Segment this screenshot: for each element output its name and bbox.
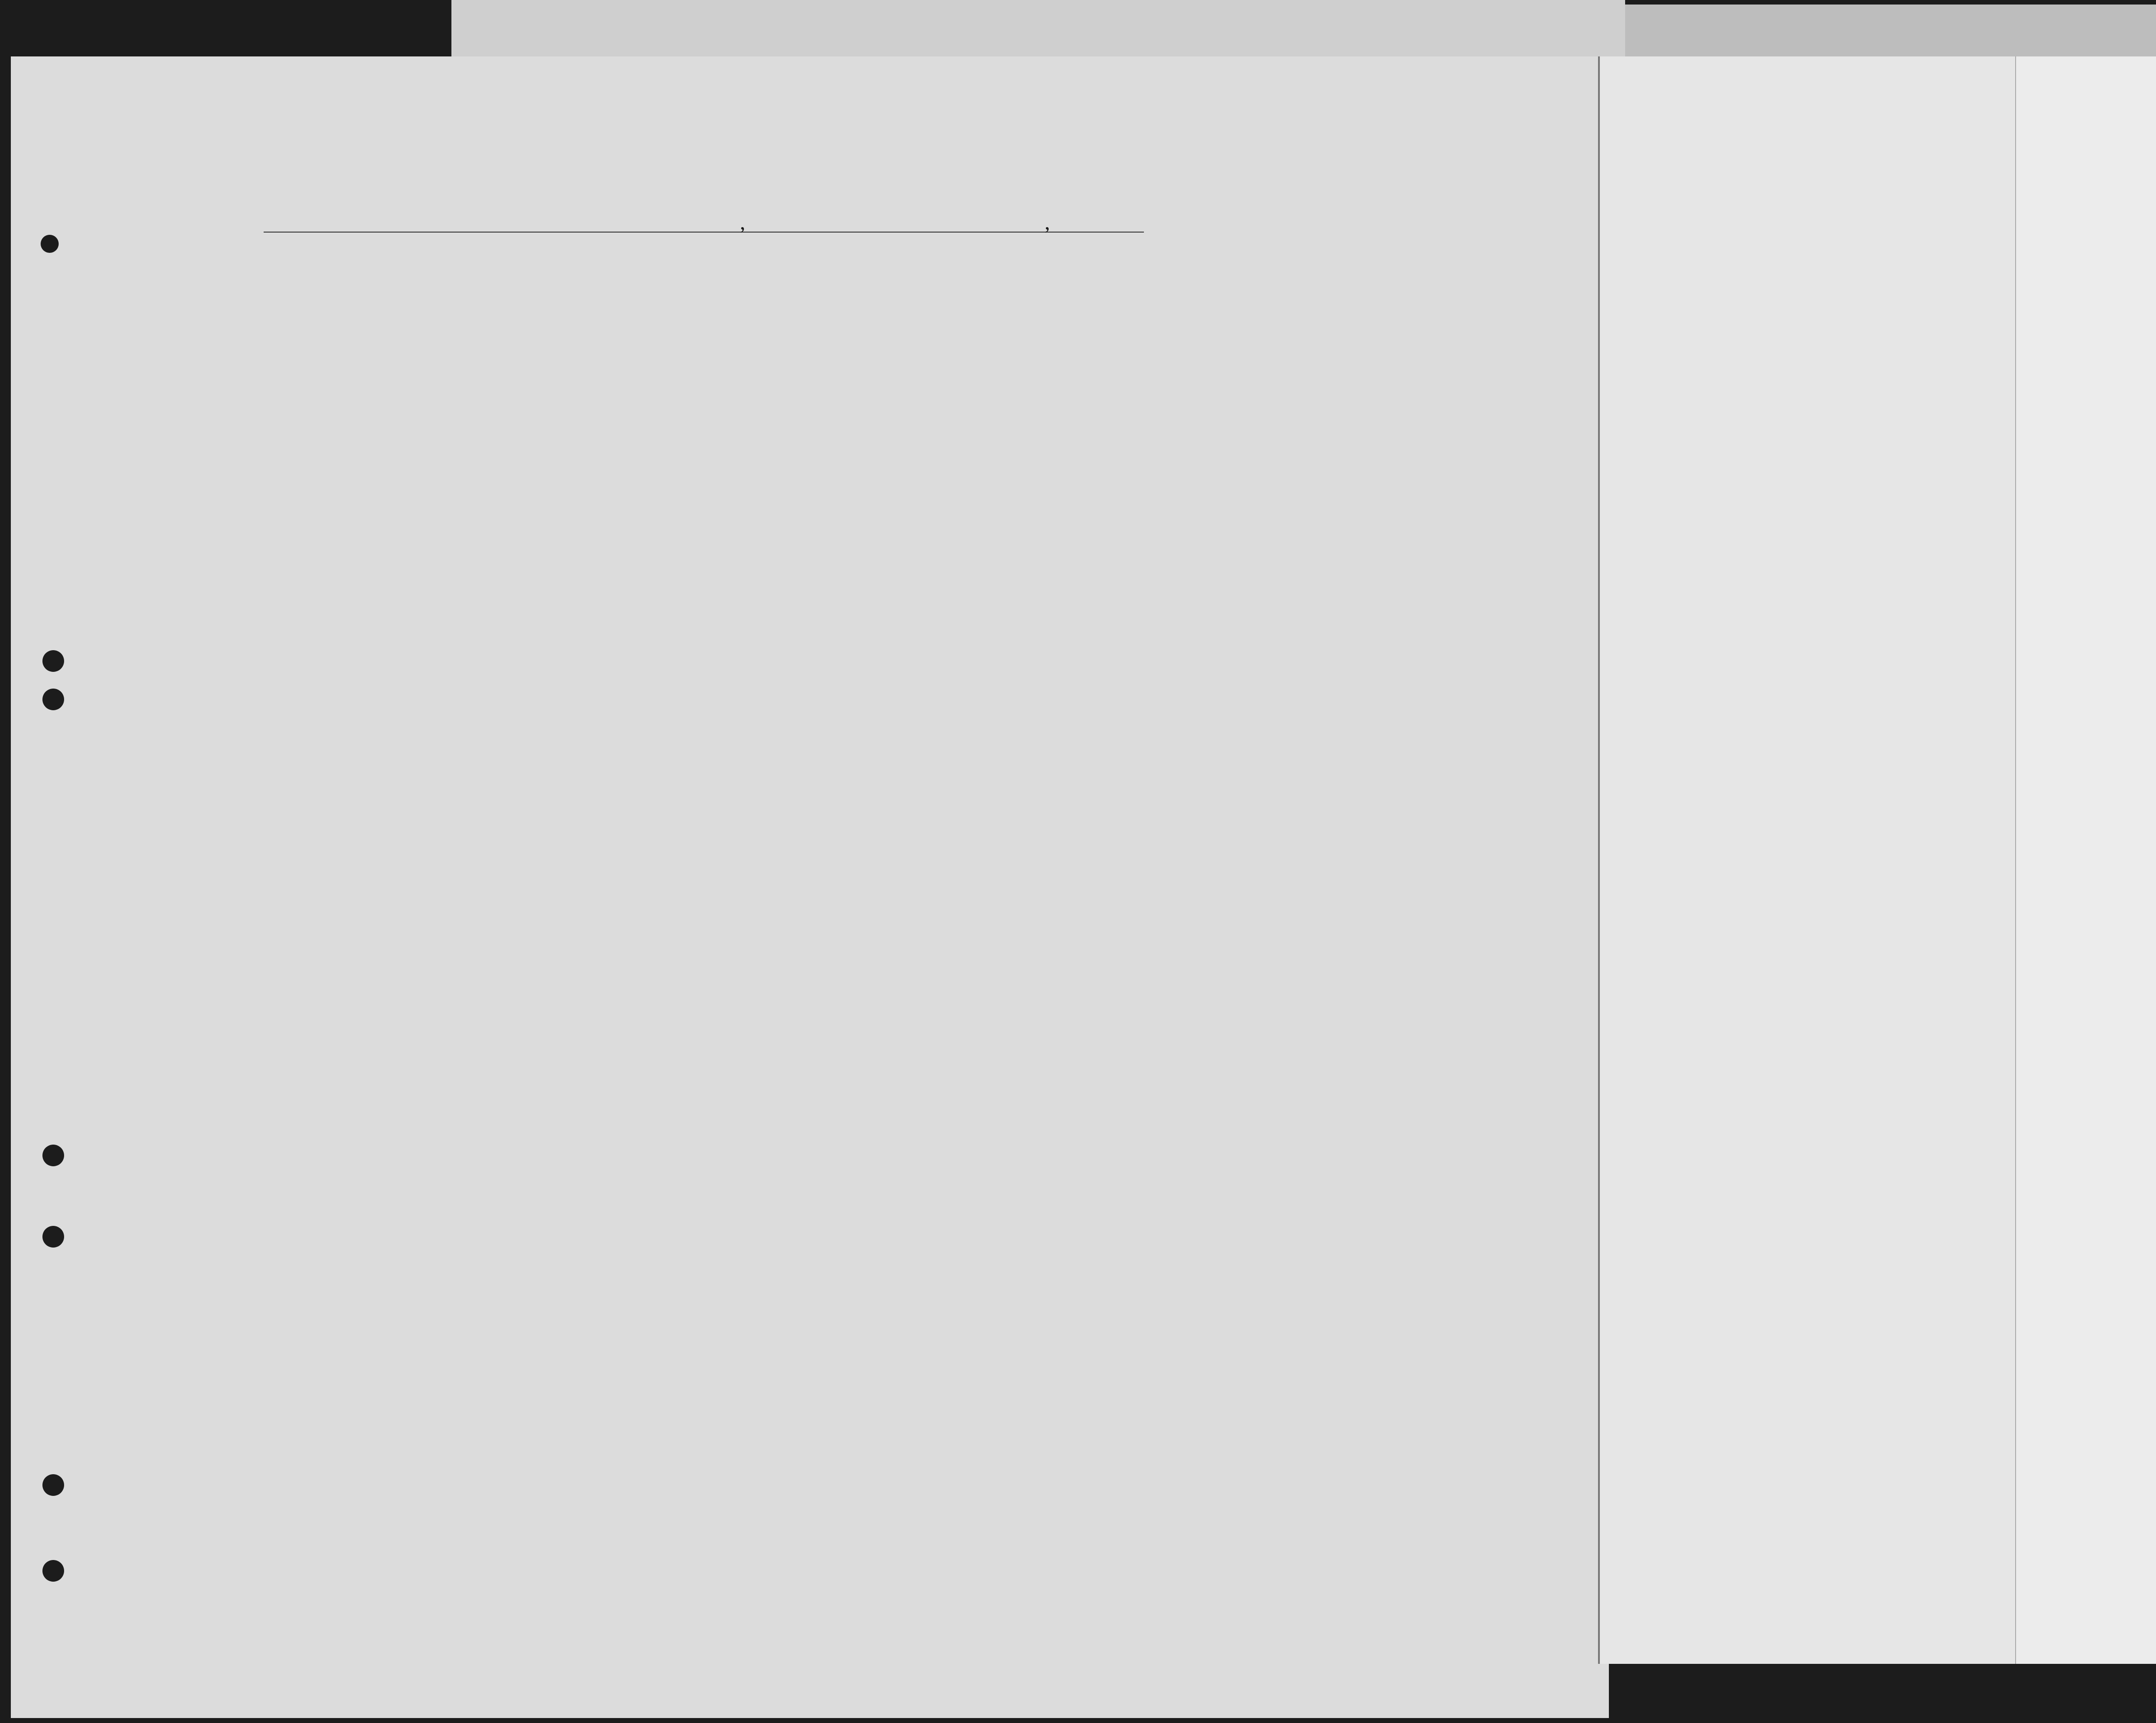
hdr-deported [945,345,979,472]
visa-sheet [1598,56,2156,1664]
ledger-grid [11,56,1609,1718]
hdr-inches [1126,404,1144,467]
binder-hole [41,235,59,253]
hdr-polygamist [805,350,826,472]
binder-hole [42,1226,64,1248]
hdr-return [645,357,683,474]
top-sheet-edge-2 [1625,5,2156,56]
hdr-money [212,291,237,472]
hdr-overthrow [860,345,896,472]
manifest-sheet [11,56,1609,1718]
binder-hole [42,689,64,710]
hdr-anarchist [830,350,850,472]
hdr-length [686,357,740,474]
binder-hole [42,1474,64,1496]
visa-grid [1600,56,2156,1664]
hdr-citizen [742,357,778,474]
hdr-ticket [88,291,106,472]
top-sheet-edge [451,0,1625,56]
binder-hole [42,650,64,672]
hdr-feet [1108,404,1126,467]
comma-1: , [740,210,745,234]
comma-2: , [1045,210,1050,234]
hdr-offer [902,345,939,472]
hdr-complexion [1151,368,1173,472]
hdr-prison [781,350,803,472]
binder-hole [42,1560,64,1582]
binder-hole [42,1145,64,1166]
